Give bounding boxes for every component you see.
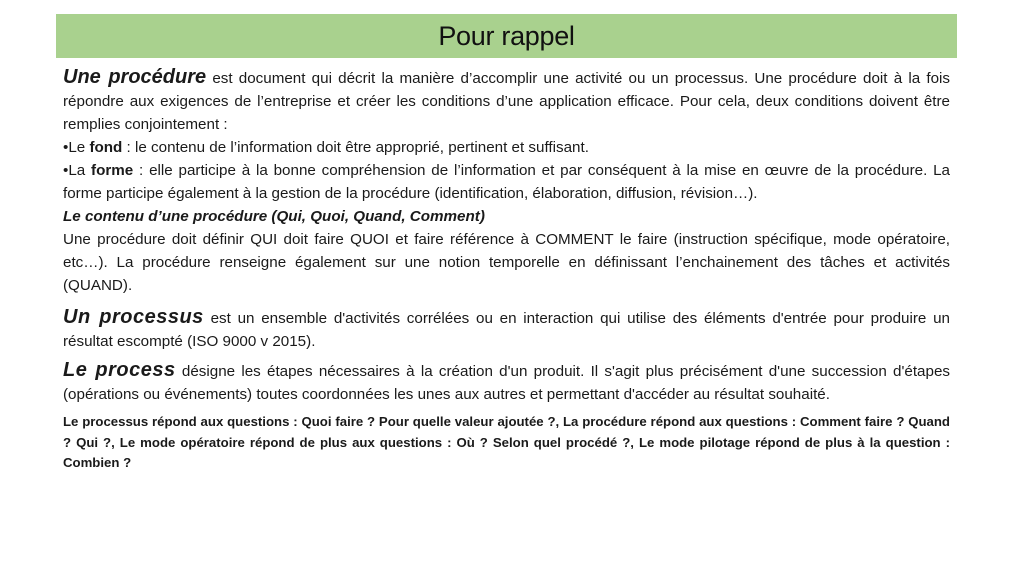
bullet-fond-prefix: •Le bbox=[63, 139, 90, 156]
process-definition bbox=[63, 359, 950, 406]
bullet-forme-text: : elle participe à la bonne compréhension de l’information et par conséquent à la mise en œuvre de la procédure. La forme participe également à la gestion de la procédure (identification, élaboration, diffusion, révision…). bbox=[63, 162, 951, 202]
summary-paragraph: Le processus répond aux questions : Quoi faire ? Pour quelle valeur ajoutée ?, La procédure répond aux questions : Comment faire ? Quand ? Qui ?, Le mode opératoire répond de plus aux questions : Où ? Selon quel procédé ?, Le mode pilotage répond de plus à la question : Combien ? bbox=[63, 414, 950, 470]
bullet-fond bbox=[63, 136, 950, 159]
bullet-fond-text: : le contenu de l’information doit être approprié, pertinent et suffisant. bbox=[122, 139, 589, 156]
title-bar bbox=[56, 14, 957, 58]
procedure-definition bbox=[63, 66, 950, 136]
procedure-content-text: Une procédure doit définir QUI doit faire QUOI et faire référence à COMMENT le faire (instruction spécifique, mode opératoire, etc…). La procédure renseigne également sur une notion temporelle en définissant l’enchainement des tâches et activités (QUAND). bbox=[63, 231, 950, 294]
procedure-term: Une procédure bbox=[63, 66, 207, 88]
process-term: Le process bbox=[63, 359, 176, 381]
procedure-definition-text: est document qui décrit la manière d’accomplir une activité ou un processus. Une procédure doit à la fois répondre aux exigences de l’entreprise et créer les conditions d’une application efficace. Pour cela, deux conditions doivent être remplies conjointement : bbox=[63, 70, 950, 133]
bullet-fond-keyword: fond bbox=[89, 139, 123, 156]
process-definition-text: désigne les étapes nécessaires à la création d'un produit. Il s'agit plus précisément d'une succession d'étapes (opérations ou événements) toutes coordonnées les unes aux autres et permettant d'accéder au résultat souhaité. bbox=[63, 363, 950, 403]
processus-definition-text: est un ensemble d'activités corrélées ou en interaction qui utilise des éléments d'entrée pour produire un résultat escompté (ISO 9000 v 2015). bbox=[63, 310, 951, 350]
processus-definition bbox=[63, 306, 950, 353]
bullet-forme-keyword: forme bbox=[91, 162, 134, 179]
bullet-forme bbox=[63, 159, 950, 205]
slide-body bbox=[63, 66, 950, 474]
processus-term: Un processus bbox=[63, 306, 204, 328]
slide-title: Pour rappel bbox=[438, 20, 575, 51]
bullet-forme-prefix: •La bbox=[63, 162, 92, 179]
procedure-content-subheading: Le contenu d’une procédure (Qui, Quoi, Quand, Comment) bbox=[63, 208, 485, 225]
